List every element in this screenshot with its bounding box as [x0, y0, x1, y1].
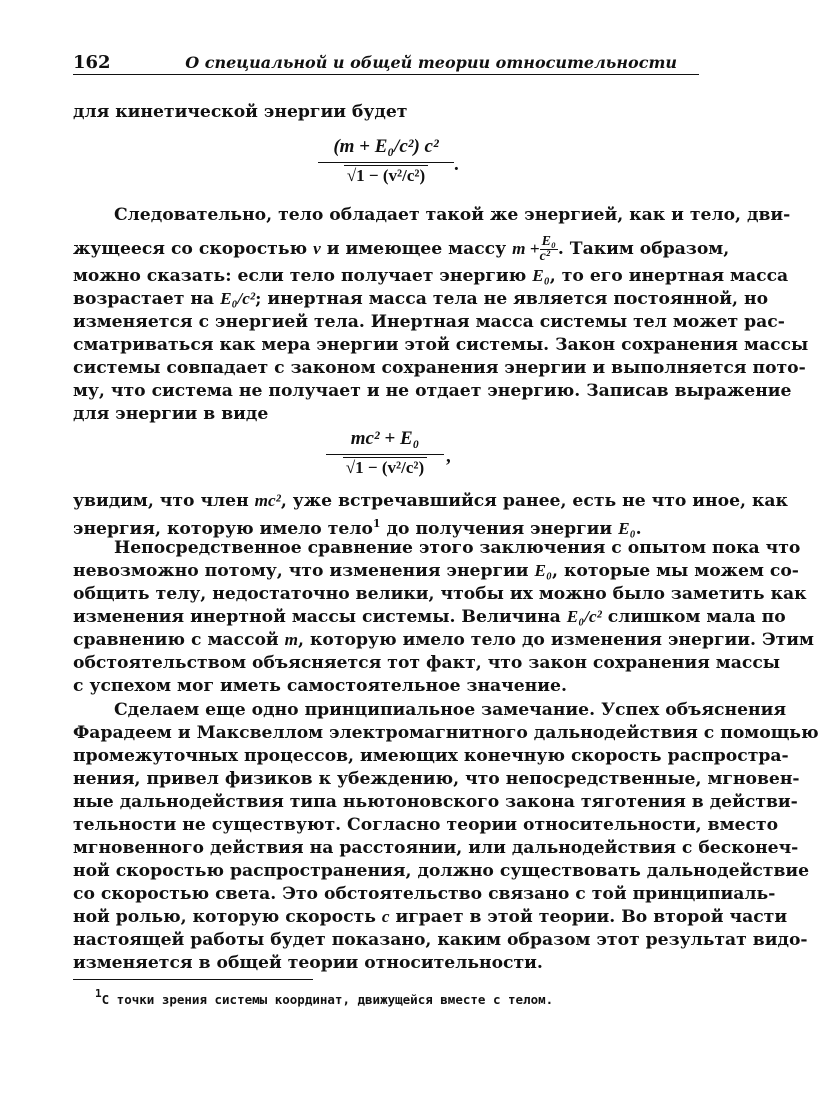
text-span: невозможно потому, что изменения энергии	[73, 561, 529, 581]
text-span: энергия, которую имело тело	[73, 519, 373, 539]
frac-den: c²	[539, 249, 551, 264]
frac-num: E₀	[541, 234, 556, 249]
formula-total-energy	[326, 428, 451, 484]
text-line: обстоятельством объясняется тот факт, что закон сохранения массы	[73, 653, 781, 673]
text-line: Фарадеем и Максвеллом электромагнитного дальнодействия с помощью	[73, 723, 819, 743]
math-E0-over-c2: E₀/c²	[566, 607, 602, 626]
footnote	[95, 987, 553, 1007]
text-line	[73, 490, 788, 512]
text-line: промежуточных процессов, имеющих конечную скорость распростра-	[73, 746, 789, 766]
text-span: , то его инертная масса	[549, 266, 789, 286]
text-line: для энергии в виде	[73, 404, 269, 424]
math-E0: E₀	[618, 519, 636, 538]
text-line	[73, 629, 814, 651]
text-span: . Таким образом,	[557, 239, 730, 259]
text-span: .	[635, 519, 642, 539]
text-line	[73, 288, 769, 310]
text-line: му, что система не получает и не отдает энергию. Записав выражение	[73, 381, 792, 401]
text-span: , уже встречавшийся ранее, есть не что иное, как	[280, 491, 788, 511]
text-line: ные дальнодействия типа ньютоновского закона тяготения в действи-	[73, 792, 798, 812]
text-span: слишком мала по	[601, 607, 786, 627]
text-span: сравнению с массой	[73, 630, 279, 650]
footnote-text: С точки зрения системы координат, движущейся вместе с телом.	[101, 992, 554, 1007]
text-line: со скоростью света. Это обстоятельство связано с той принципиаль-	[73, 884, 776, 904]
running-title: О специальной и общей теории относительности	[185, 53, 677, 72]
text-line	[73, 513, 699, 540]
text-span: жущееся со скоростью	[73, 239, 308, 259]
page-number: 162	[73, 52, 111, 73]
text-line: Непосредственное сравнение этого заключения с опытом пока что	[114, 538, 801, 558]
formula-denominator	[326, 457, 444, 478]
text-line: нения, привел физиков к убеждению, что непосредственные, мгновен-	[73, 769, 800, 789]
formula-punct: .	[454, 154, 459, 175]
math-E0-over-c2: E₀/c²	[220, 289, 256, 308]
footnote-number: 1	[95, 987, 102, 1000]
text-span: , которые мы можем со-	[552, 561, 799, 581]
text-span: возрастает на	[73, 289, 215, 309]
text-line	[73, 606, 786, 628]
radical: √1 − (v²/c²)	[343, 457, 427, 478]
text-span: и имеющее массу	[326, 239, 507, 259]
text-line	[73, 906, 788, 928]
text-line: с успехом мог иметь самостоятельное значение.	[73, 676, 567, 696]
page-header	[73, 52, 699, 75]
text-line: тельности не существуют. Согласно теории относительности, вместо	[73, 815, 779, 835]
math-E0: E₀	[534, 561, 552, 580]
text-line: изменяется в общей теории относительности.	[73, 953, 543, 973]
text-span: ; инертная масса тела не является постоянной, но	[255, 289, 769, 309]
text-line: Следовательно, тело обладает такой же энергией, как и тело, дви-	[114, 205, 791, 225]
text-line	[73, 265, 789, 287]
inline-fraction	[540, 235, 558, 264]
text-line: для кинетической энергии будет	[73, 102, 408, 122]
text-line: Сделаем еще одно принципиальное замечание. Успех объяснения	[114, 700, 787, 720]
fraction-bar	[326, 454, 444, 455]
math-m-plus: m +	[512, 239, 540, 258]
formula-denominator	[318, 165, 454, 186]
footnote-rule	[73, 979, 313, 980]
math-E0: E₀	[532, 266, 550, 285]
text-line: настоящей работы будет показано, каким образом этот результат видо-	[73, 930, 808, 950]
text-span: , которую имело тело до изменения энергии. Этим	[298, 630, 814, 650]
text-span: изменения инертной массы системы. Величина	[73, 607, 561, 627]
text-line: изменяется с энергией тела. Инертная масса системы тел может рас-	[73, 312, 785, 332]
formula-numerator: (m + E₀/c²) c²	[333, 136, 439, 157]
math-v: v	[313, 239, 321, 258]
text-line: мгновенного действия на расстоянии, или дальнодействия с бесконеч-	[73, 838, 799, 858]
math-mc2: mc²	[254, 491, 281, 510]
text-line	[73, 560, 799, 582]
text-line: ной скоростью распространения, должно существовать дальнодействие	[73, 861, 810, 881]
math-m: m	[284, 630, 299, 649]
fraction-bar	[318, 162, 454, 163]
text-span: можно сказать: если тело получает энергию	[73, 266, 527, 286]
text-line	[73, 234, 730, 264]
footnote-marker: 1	[372, 517, 381, 530]
formula-numerator: mc² + E₀	[350, 428, 420, 449]
formula-punct: ,	[446, 446, 451, 467]
text-line: сматриваться как мера энергии этой системы. Закон сохранения массы	[73, 335, 809, 355]
text-line: системы совпадает с законом сохранения энергии и выполняется пото-	[73, 358, 806, 378]
math-c: c	[381, 907, 390, 926]
text-span: ной ролью, которую скорость	[73, 907, 376, 927]
text-span: увидим, что член	[73, 491, 249, 511]
text-span: до получения энергии	[380, 519, 613, 539]
formula-kinetic-energy	[318, 136, 459, 192]
text-span: играет в этой теории. Во второй части	[395, 907, 788, 927]
radical: √1 − (v²/c²)	[344, 165, 428, 186]
text-line: общить телу, недостаточно велики, чтобы их можно было заметить как	[73, 584, 807, 604]
